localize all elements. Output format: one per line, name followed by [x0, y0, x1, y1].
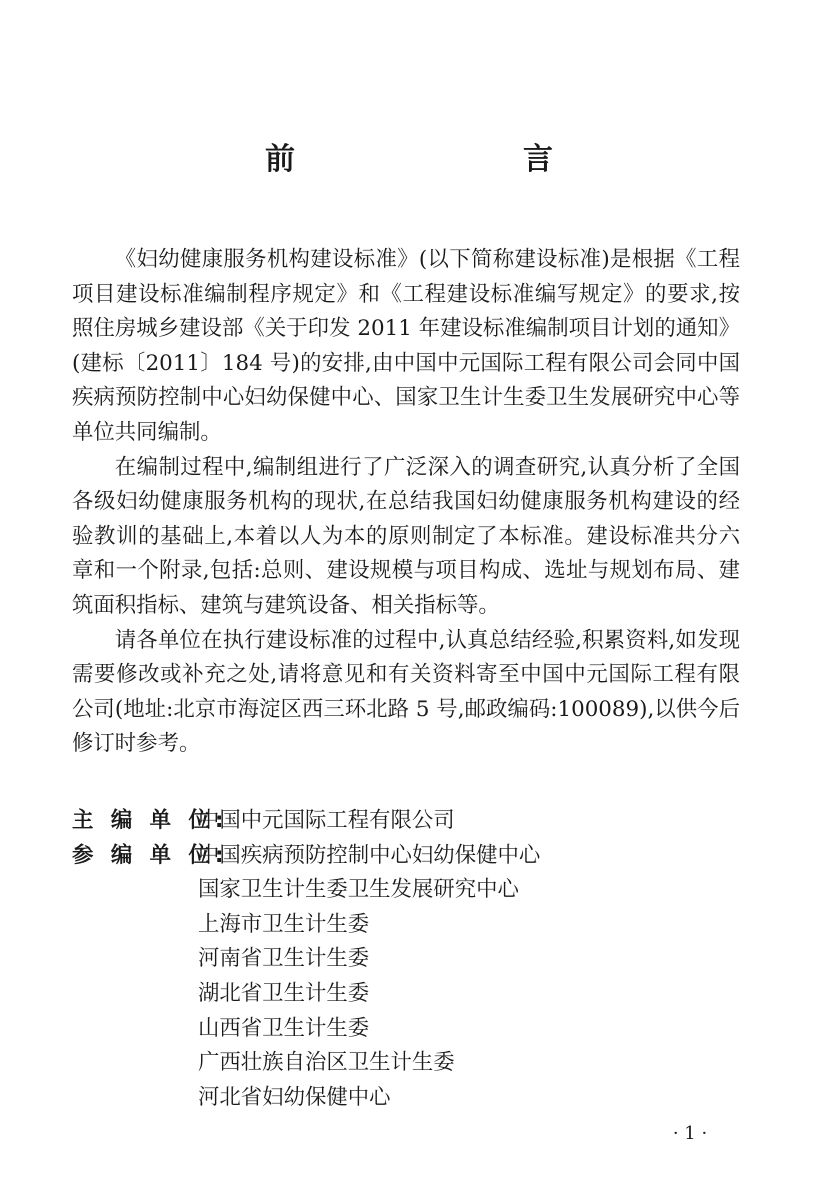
chief-unit-label: 主 编 单 位:: [72, 808, 229, 833]
participating-unit: 广西壮族自治区卫生计生委: [198, 1050, 455, 1076]
page-number: · 1 ·: [672, 1123, 708, 1144]
chief-unit-name: 中国中元国际工程有限公司: [198, 808, 455, 833]
preface-body: [72, 243, 740, 762]
participating-units-row: [72, 839, 740, 1116]
participating-unit: 山西省卫生计生委: [198, 1015, 370, 1041]
chief-unit-row: [72, 804, 740, 839]
paragraph: 在编制过程中,编制组进行了广泛深入的调查研究,认真分析了全国各级妇幼健康服务机构的现状,在总结我国妇幼健康服务机构建设的经验教训的基础上,本着以人为本的原则制定了本标准。建设标准共分六章和一个附录,包括:总则、建设规模与项目构成、选址与规划布局、建筑面积指标、建筑与建筑设备、相关指标等。: [72, 454, 740, 618]
participating-units-label: 参 编 单 位:: [72, 842, 229, 868]
participating-units-list: [198, 839, 540, 1116]
paragraph: 请各单位在执行建设标准的过程中,认真总结经验,积累资料,如发现需要修改或补充之处,请将意见和有关资料寄至中国中元国际工程有限公司(地址:北京市海淀区西三环北路 5 号,邮政编码:100089),以供今后修订时参考。: [72, 627, 740, 757]
page-title: 前 言: [265, 142, 609, 177]
participating-unit: 上海市卫生计生委: [198, 911, 370, 937]
paragraph: 《妇幼健康服务机构建设标准》(以下简称建设标准)是根据《工程项目建设标准编制程序规定》和《工程建设标准编写规定》的要求,按照住房城乡建设部《关于印发 2011 年建设标准编制项目计划的通知》(建标〔2011〕184 号)的安排,由中国中元国际工程有限公司会同中国疾病预防控制中心妇幼保健中心、国家卫生计生委卫生发展研究中心等单位共同编制。: [72, 247, 740, 445]
compiling-units: [72, 804, 740, 1115]
chief-unit-list: [198, 804, 455, 839]
participating-unit: 河北省妇幼保健中心: [198, 1084, 391, 1110]
participating-unit: 湖北省卫生计生委: [198, 980, 370, 1006]
participating-unit: 河南省卫生计生委: [198, 946, 370, 972]
participating-unit: 中国疾病预防控制中心妇幼保健中心: [198, 842, 541, 868]
participating-unit: 国家卫生计生委卫生发展研究中心: [198, 877, 519, 903]
